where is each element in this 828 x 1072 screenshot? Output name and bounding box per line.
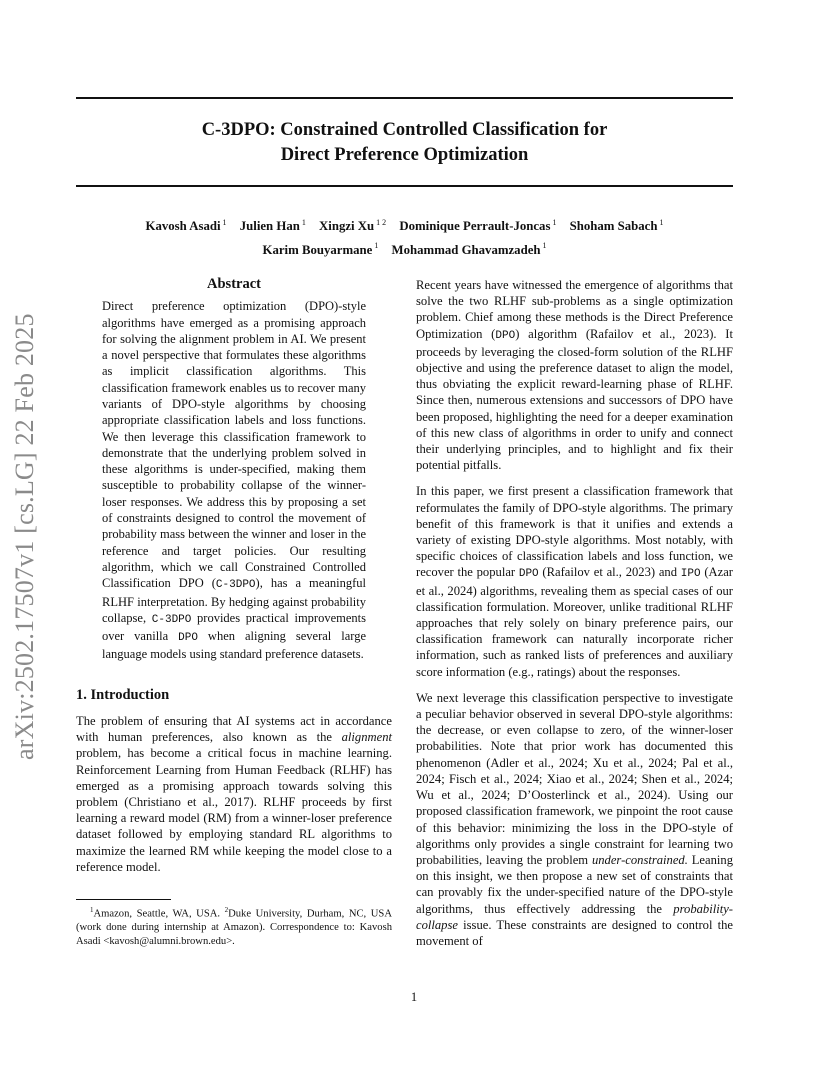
author: Mohammad Ghavamzadeh $^1$ bbox=[391, 241, 547, 257]
bottom-rule bbox=[76, 185, 733, 187]
author-list bbox=[76, 213, 733, 260]
right-column bbox=[416, 277, 733, 949]
title-line-2: Direct Preference Optimization bbox=[280, 145, 529, 165]
author: Dominique Perrault-Joncas $^1$ bbox=[399, 218, 557, 234]
introduction-heading: 1. Introduction bbox=[76, 686, 170, 703]
left-column bbox=[76, 276, 392, 875]
body-paragraph: Recent years have witnessed the emergence of algorithms that solve the two RLHF sub-problems as a single optimization problem. Chief among these methods is the Direct Preference Optimization (DPO) algorithm (Rafailov et al., 2023). It proceeds by leveraging the closed-form solution of the RLHF objective and using the preference dataset to align the model, thus obviating the explicit reward-learning phase of RLHF. Since then, numerous extensions and successors of DPO have been proposed, highlighting the need for a deeper examination of this new class of algorithms in order to unify and connect their underlying principles, and to highlight and fix their potential pitfalls. bbox=[416, 278, 733, 473]
author: Shoham Sabach $^1$ bbox=[569, 218, 664, 234]
author: Karim Bouyarmane $^1$ bbox=[262, 241, 379, 257]
introduction-paragraph: The problem of ensuring that AI systems act in accordance with human preferences, also known as the alignment problem, has become a critical focus in machine learning. Reinforcement Learning from Human Feedback (RLHF) has emerged as a promising approach towards solving this problem (Christiano et al., 2017). RLHF proceeds by first learning a reward model (RM) from a winner-loser preference dataset followed by employing standard RL algorithms to maximize the learned RM while keeping the model close to a reference model. bbox=[76, 713, 392, 874]
footnote-text: $^1$Amazon, Seattle, WA, USA. $^2$Duke University, Durham, NC, USA (work done during internship at Amazon). Correspondence to: Kavosh Asadi <kavosh@alumni.brown.edu>. bbox=[76, 906, 392, 947]
top-rule bbox=[76, 97, 733, 99]
body-paragraph: In this paper, we first present a classification framework that reformulates the family of DPO-style algorithms. The primary benefit of this framework is that it unifies and extends a variety of existing DPO-style algorithms. Most notably, with specific choices of classification labels and loss function, we recover the popular DPO (Rafailov et al., 2023) and IPO (Azar et al., 2024) algorithms, revealing them as special cases of our classification formulation. Moreover, unlike traditional RLHF approaches that rely solely on binary preference pairs, our classification framework can naturally incorporate richer information, such as ranked lists of preferences and auxiliary score information (e.g., ratings) about the responses. bbox=[416, 484, 733, 679]
paper-title bbox=[76, 118, 733, 168]
author: Julien Han $^1$ bbox=[239, 218, 306, 234]
body-paragraph: We next leverage this classification perspective to investigate a peculiar behavior observed in several DPO-style algorithms: the decrease, or even collapse to zero, of the winner-loser probabilities. Note that prior work has documented this phenomenon (Adler et al., 2024; Xu et al., 2024; Pal et al., 2024; Fisch et al., 2024; Xiao et al., 2024; Shen et al., 2024; Wu et al., 2024; D’Oosterlinck et al., 2024). Using our proposed classification framework, we pinpoint the root cause of this behavior: minimizing the loss in the DPO-style of algorithms only provides a single constraint for learning two probabilities, leaving the problem under-constrained. Leaning on this insight, we then propose a new set of constraints that can provably fix the under-specified nature of the DPO-style algorithms, thus effectively addressing the probability-collapse issue. These constraints are designed to control the movement of bbox=[416, 690, 733, 948]
abstract-text: Direct preference optimization (DPO)-style algorithms have emerged as a promising approach for solving the alignment problem in AI. We present a novel perspective that formulates these algorithms as implicit classification algorithms. This classification framework enables us to recover many variants of DPO-style algorithms by choosing appropriate classification labels and loss functions. We then leverage this classification framework to demonstrate that the underlying problem solved in these algorithms is under-specified, making them susceptible to probability collapse of the winner-loser responses. We address this by proposing a set of constraints designed to control the movement of probability mass between the winner and loser in the reference and target policies. Our resulting algorithm, which we call Constrained Controlled Classification DPO (C-3DPO), has a meaningful RLHF interpretation. By hedging against probability collapse, C-3DPO provides practical improvements over vanilla DPO when aligning several large language models using standard preference datasets. bbox=[102, 299, 366, 662]
author: Kavosh Asadi $^1$ bbox=[145, 218, 227, 234]
abstract-heading: Abstract bbox=[207, 276, 261, 292]
title-line-1: C-3DPO: Constrained Controlled Classification for bbox=[201, 120, 608, 140]
page-number: 1 bbox=[410, 990, 418, 1004]
footnote-rule bbox=[76, 899, 171, 900]
arxiv-identifier: arXiv:2502.17507v1 [cs.LG] 22 Feb 2025 bbox=[10, 313, 39, 760]
author: Xingzi Xu $^{1 2}$ bbox=[319, 218, 387, 234]
affiliation-footnote bbox=[76, 899, 392, 948]
